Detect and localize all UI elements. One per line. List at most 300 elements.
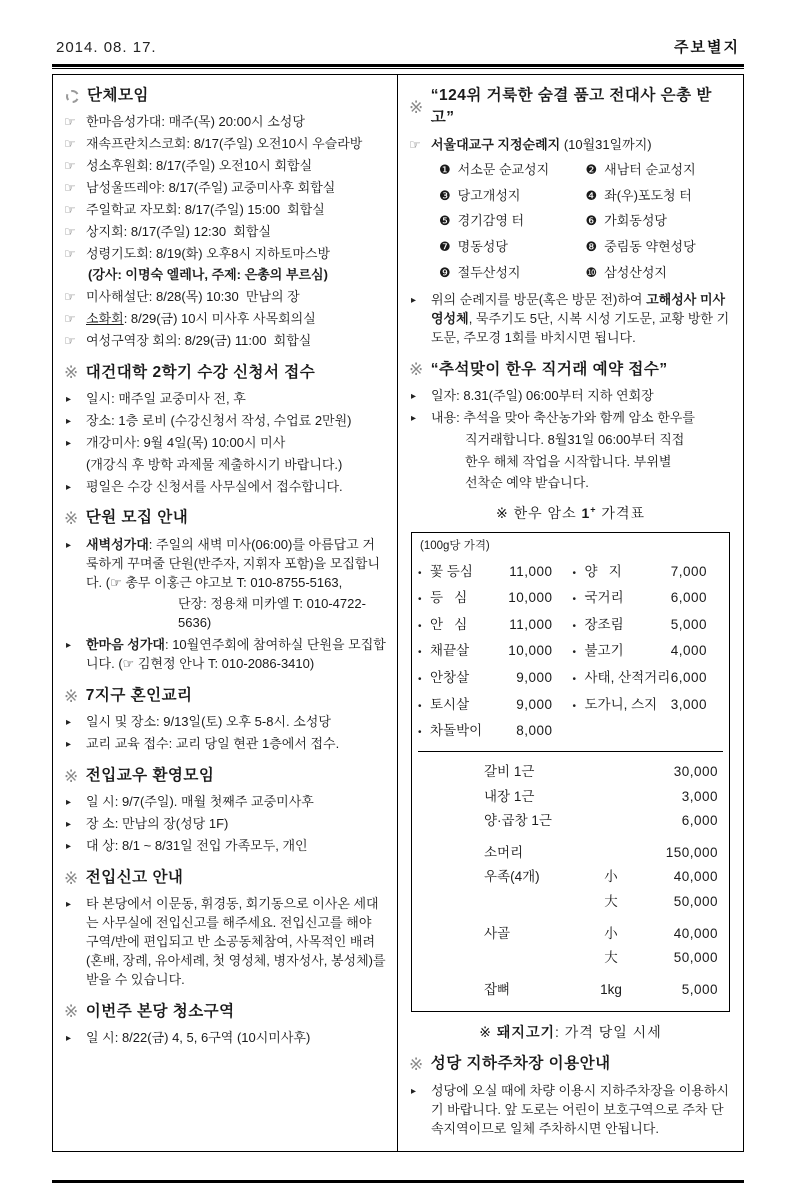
pilgrimage-site [439, 212, 586, 231]
pointing-hand-icon: ☞ [64, 158, 76, 174]
list-item-text [86, 713, 386, 732]
list-item [64, 536, 386, 593]
list-item-text [431, 453, 732, 472]
site-name: 당고개성지 [457, 187, 521, 203]
price-row [484, 787, 723, 807]
section-heading [64, 685, 386, 707]
circled-number-icon: ❾ [439, 265, 451, 281]
triangle-bullet-icon: ▸ [66, 416, 72, 428]
text-segment: (10월31일까지) [560, 136, 652, 152]
text-segment: 가격표 [596, 505, 646, 522]
circled-number-icon: ❶ [439, 161, 451, 177]
list-item-text [431, 136, 732, 155]
item-price: 50,000 [673, 893, 718, 909]
item-name [484, 892, 590, 912]
list-item-text [86, 1029, 386, 1048]
text-segment: : 주일의 새벽 미사(06:00)를 아름답고 거룩하게 꾸며줄 단원(반주자, 지휘자 포함)을 모집합니다. (☞ 총무 이홍근 야고보 T: 010-8755-5163, [86, 536, 381, 590]
triangle-bullet-icon: ▸ [411, 412, 417, 424]
list-item-text [431, 431, 732, 450]
section-title [431, 85, 732, 130]
reference-mark-icon: ※ [64, 868, 79, 888]
item-price: 40,000 [673, 869, 718, 885]
site-name: 가회동성당 [604, 213, 667, 229]
price-row [418, 611, 569, 638]
list-item-text [86, 245, 386, 264]
list-item-text [86, 895, 390, 989]
text-segment: 교리 교육 접수: 교리 당일 현관 1층에서 접수. [86, 736, 340, 752]
list-item-text [86, 595, 386, 633]
text-segment: 돼지고기 [496, 1024, 556, 1041]
item-size [590, 811, 632, 831]
cuts-grid [418, 558, 723, 744]
list-item-text [86, 837, 386, 856]
site-name: 좌(우)포도청 터 [604, 187, 692, 203]
site-name: 서소문 순교성지 [457, 161, 550, 177]
section-heading [64, 85, 386, 107]
triangle-bullet-icon: ▸ [66, 739, 72, 751]
site-name: 경기감영 터 [457, 213, 525, 229]
pilgrimage-site [439, 238, 586, 257]
item-price: 30,000 [673, 764, 718, 780]
bulk-group [418, 980, 723, 1000]
text-segment: 선착순 예약 받습니다. [465, 475, 589, 491]
item-price: 50,000 [673, 950, 718, 966]
text-segment: “124위 거룩한 숨결 품고 전대사 은총 받고” [430, 87, 712, 127]
text-segment: 이번주 본당 청소구역 [85, 1002, 235, 1020]
text-segment: 장 소: 만남의 장(성당 1F) [86, 816, 229, 832]
item-size: 大 [604, 950, 618, 966]
item-price: 6,000 [670, 669, 707, 685]
section-title [87, 85, 149, 107]
text-segment: 성령기도회: 8/19(화) 오후8시 지하토마스방 [86, 245, 331, 261]
item-price: 40,000 [673, 925, 718, 941]
item-price: 6,000 [681, 813, 718, 829]
list-item-text [86, 288, 386, 307]
reference-mark-icon: ※ [64, 363, 79, 383]
list-item-text [431, 409, 732, 428]
item-price: 9,000 [516, 669, 553, 685]
item-size: 小 [604, 869, 618, 885]
triangle-bullet-icon: ▸ [66, 717, 72, 729]
right-column [398, 75, 743, 1151]
price-row [573, 611, 724, 638]
site-name: 새남터 순교성지 [604, 161, 696, 177]
list-item-text [86, 310, 386, 329]
text-segment: 성당 지하주차장 이용안내 [430, 1055, 611, 1073]
section-heading [64, 507, 386, 529]
list-item-text [86, 478, 386, 497]
text-segment: 한우 해체 작업을 시작합니다. 부위별 [465, 453, 672, 469]
item-name: 양 지 [584, 563, 622, 579]
bulk-group [418, 843, 723, 912]
item-price: 11,000 [509, 616, 553, 632]
list-item-text [86, 113, 386, 132]
bulk-section [418, 751, 723, 999]
item-price: 5,000 [670, 616, 707, 632]
dot-bullet-icon: • [572, 620, 577, 632]
circled-number-icon: ❼ [439, 239, 451, 255]
price-row [484, 867, 723, 887]
pointing-hand-icon: ☞ [64, 332, 76, 348]
text-segment: 전입교우 환영모임 [85, 766, 215, 784]
list-item-continuation [409, 474, 732, 493]
text-segment: 성당에 오실 때에 차량 이용시 지하주차장을 이용하시기 바랍니다. 앞 도로는 어린이 보호구역으로 주차 단속지역이므로 일체 주차하시면 안됩니다. [431, 1082, 729, 1136]
circled-number-icon: ❻ [585, 213, 598, 229]
text-segment: 일시 및 장소: 9/13일(토) 오후 5-8시. 소성당 [86, 714, 331, 730]
list-item-continuation [409, 453, 732, 472]
site-name: 명동성당 [457, 239, 508, 255]
triangle-bullet-icon: ▸ [66, 1033, 72, 1045]
item-price: 10,000 [508, 643, 553, 659]
list-item-text [86, 179, 386, 198]
text-segment: ※ [479, 1024, 497, 1041]
text-segment: 1 [581, 505, 591, 522]
price-row [484, 892, 723, 912]
price-row [418, 718, 569, 745]
beef-price-table [411, 532, 730, 1013]
page-title: 주보별지 [674, 39, 740, 56]
list-item [64, 157, 386, 176]
item-name: 안 심 [430, 616, 468, 632]
item-name: 토시살 [430, 696, 470, 712]
list-item-continuation [64, 595, 386, 633]
section-heading [409, 85, 732, 130]
pointing-hand-icon: ☞ [64, 180, 76, 195]
item-price: 7,000 [670, 563, 707, 579]
list-item-text [86, 536, 386, 593]
text-segment: 소화회 [86, 311, 124, 327]
list-item [64, 1029, 386, 1048]
reference-mark-icon: ※ [64, 1002, 79, 1022]
circled-number-icon: ❺ [439, 213, 451, 229]
item-name: 잡뼈 [484, 981, 511, 997]
list-item [64, 223, 386, 242]
item-name: 국거리 [584, 590, 624, 606]
pilgrimage-site [586, 161, 733, 180]
list-item [64, 735, 386, 754]
dot-bullet-icon: • [418, 673, 422, 685]
text-segment: 서울대교구 지정순례지 [431, 136, 561, 152]
price-row [484, 948, 723, 968]
text-segment: 남성울뜨레야: 8/17(주일) 교중미사후 회합실 [86, 180, 336, 195]
list-item [64, 245, 386, 264]
section-heading [64, 1001, 386, 1023]
text-segment: 여성구역장 회의: 8/29(금) 11:00 회합실 [86, 332, 312, 348]
list-item [64, 636, 386, 674]
item-name: 양·곱창 1근 [484, 813, 552, 829]
text-segment: (강사: 이명숙 엘레나, 주제: 은총의 부르심) [88, 267, 328, 283]
item-price: 9,000 [516, 696, 553, 712]
text-segment: 내용: 추석을 맞아 축산농가와 함께 암소 한우를 [431, 409, 695, 425]
list-item-text [431, 1082, 732, 1139]
item-price: 3,000 [681, 788, 718, 804]
list-item-text [86, 135, 386, 154]
text-segment: 성소후원회: 8/17(주일) 오전10시 회합실 [86, 158, 313, 174]
dot-bullet-icon: • [572, 673, 577, 685]
price-row [573, 664, 724, 691]
section-title [86, 867, 184, 889]
text-segment: 한마음성가대: 매주(목) 20:00시 소성당 [86, 114, 305, 130]
list-item [409, 387, 732, 406]
item-price: 4,000 [670, 643, 707, 659]
dotted-circle-icon [66, 90, 79, 103]
pointing-hand-icon: ☞ [64, 311, 76, 327]
pilgrimage-site [586, 212, 733, 231]
text-segment: 타 본당에서 이문동, 휘경동, 회기동으로 이사온 세대는 사무실에 전입신고를 해주세요. 전입신고를 해야 구역/반에 편입되고 반 소공동체참여, 사목적인 배려(혼배, 장례, 유아세례, 첫 영성체, 병자성사, 봉성체)를 받을 수 있습니다. [86, 896, 390, 987]
dot-bullet-icon: • [418, 647, 422, 659]
triangle-bullet-icon: ▸ [66, 797, 72, 809]
item-name: 안창살 [430, 669, 470, 685]
text-segment: : 가격 당일 시세 [555, 1024, 662, 1041]
triangle-bullet-icon: ▸ [66, 640, 72, 652]
pointing-hand-icon: ☞ [64, 136, 76, 152]
section-heading [64, 362, 386, 384]
item-name: 등 심 [430, 590, 468, 606]
pointing-hand-icon: ☞ [64, 245, 76, 261]
list-item [409, 409, 732, 428]
dot-bullet-icon: • [418, 700, 422, 712]
item-name: 장조림 [584, 616, 624, 632]
text-segment: 전입신고 안내 [85, 868, 184, 886]
text-segment: 일 시: 8/22(금) 4, 5, 6구역 (10시미사후) [86, 1030, 311, 1046]
section-title [86, 685, 193, 707]
item-name: 불고기 [584, 643, 624, 659]
reference-mark-icon: ※ [64, 509, 79, 529]
triangle-bullet-icon: ▸ [66, 481, 72, 493]
price-row [418, 691, 569, 718]
text-segment: 7지구 혼인교리 [85, 686, 193, 704]
item-name: 꽃 등심 [430, 563, 473, 579]
list-item [64, 793, 386, 812]
list-item [64, 434, 386, 453]
circled-number-icon: ❿ [585, 265, 598, 281]
list-item-continuation [409, 431, 732, 450]
list-item [64, 179, 386, 198]
item-name: 채끝살 [430, 643, 470, 659]
price-row [484, 762, 723, 782]
item-size [590, 843, 632, 863]
item-price: 5,000 [681, 981, 718, 997]
text-segment: 대 상: 8/1 ~ 8/31일 전입 가족모두, 개인 [86, 838, 308, 854]
item-price: 3,000 [670, 696, 707, 712]
list-item [64, 135, 386, 154]
text-segment: “추석맞이 한우 직거래 예약 접수” [430, 360, 668, 378]
reference-mark-icon: ※ [64, 686, 79, 706]
dot-bullet-icon: • [418, 727, 422, 739]
pilgrimage-site [439, 264, 586, 283]
site-name: 중림동 약현성당 [604, 239, 696, 255]
list-item-text [431, 387, 732, 406]
dot-bullet-icon: • [572, 594, 577, 606]
list-item [64, 390, 386, 409]
list-item-continuation [64, 266, 386, 285]
text-segment: 위의 순례지를 방문(혹은 방문 전)하여 [431, 292, 647, 307]
triangle-bullet-icon: ▸ [66, 539, 72, 551]
item-name [484, 948, 590, 968]
pilgrimage-site [439, 187, 586, 206]
dot-bullet-icon: • [418, 620, 422, 632]
item-name: 소머리 [484, 844, 524, 860]
triangle-bullet-icon: ▸ [411, 1085, 417, 1097]
price-row [418, 585, 569, 612]
list-item-text [86, 815, 386, 834]
bulletin-date: 2014. 08. 17. [56, 39, 157, 56]
list-item [64, 815, 386, 834]
text-segment: 직거래합니다. 8월31일 06:00부터 직접 [465, 431, 685, 447]
item-size: 大 [604, 893, 618, 909]
pointing-hand-icon: ☞ [64, 289, 76, 305]
text-segment: , 묵주기도 5단, 시복 시성 기도문, 교황 방한 기도문, 주모경 1회를 바치시면 됩니다. [431, 310, 730, 345]
centered-note [409, 503, 732, 523]
list-item-text [86, 223, 386, 242]
price-row [573, 558, 724, 585]
list-item-text [86, 390, 386, 409]
list-item [409, 136, 732, 155]
text-segment: 고해성사 미사 영성체 [431, 292, 729, 326]
text-segment: 한마음 성가대 [86, 637, 165, 653]
item-size: 小 [604, 925, 618, 941]
list-item-text [86, 412, 386, 431]
list-item [64, 201, 386, 220]
section-heading [409, 1053, 732, 1075]
price-row [484, 811, 723, 831]
section-title [86, 507, 188, 529]
triangle-bullet-icon: ▸ [66, 819, 72, 831]
list-item [64, 310, 386, 329]
pilgrimage-site [439, 161, 586, 180]
dot-bullet-icon: • [572, 647, 577, 659]
price-row [573, 585, 724, 612]
text-segment: 대건대학 2학기 수강 신청서 접수 [85, 363, 316, 381]
list-item [409, 1082, 732, 1139]
text-segment: 새벽성가대 [86, 536, 149, 552]
section-title [86, 1001, 235, 1023]
pointing-hand-icon: ☞ [64, 114, 76, 130]
text-segment: 미사해설단: 8/28(목) 10:30 만남의 장 [86, 289, 300, 305]
site-name: 절두산성지 [457, 265, 521, 281]
pilgrimage-site [586, 238, 733, 257]
list-item-text [86, 636, 386, 674]
triangle-bullet-icon: ▸ [66, 394, 72, 406]
section-heading [409, 359, 732, 381]
item-size: 1kg [600, 981, 622, 997]
list-item-text [431, 474, 732, 493]
text-segment: ※ 한우 암소 [495, 505, 582, 522]
price-row [418, 664, 569, 691]
text-segment: 재속프란치스코회: 8/17(주일) 오전10시 우슬라방 [86, 136, 363, 152]
pointing-hand-icon: ☞ [64, 223, 76, 239]
price-row [484, 924, 723, 944]
list-item-text [431, 291, 732, 348]
header-divider [52, 64, 744, 69]
bulk-group [418, 924, 723, 968]
section-heading [64, 765, 386, 787]
dot-bullet-icon: • [572, 567, 577, 579]
list-item-text [86, 456, 386, 475]
circled-number-icon: ❽ [585, 239, 598, 255]
triangle-bullet-icon: ▸ [411, 391, 417, 402]
list-item [64, 412, 386, 431]
price-row [573, 638, 724, 665]
item-name: 우족(4개) [484, 869, 540, 885]
item-price: 8,000 [516, 723, 553, 739]
list-item-text [86, 793, 386, 812]
list-item-text [86, 735, 386, 754]
section-heading [64, 867, 386, 889]
text-segment: 단원 모집 안내 [85, 509, 189, 527]
list-item-text [86, 266, 386, 285]
triangle-bullet-icon: ▸ [66, 841, 72, 853]
list-item-continuation [64, 456, 386, 475]
price-row [573, 718, 724, 745]
list-item-text [86, 201, 386, 220]
item-price: 11,000 [509, 563, 553, 579]
item-name: 사골 [484, 925, 511, 941]
price-row [573, 691, 724, 718]
price-row [484, 980, 723, 1000]
text-segment: 일자: 8.31(주일) 06:00부터 지하 연회장 [431, 388, 654, 403]
item-size [590, 762, 632, 782]
item-price: 10,000 [508, 590, 553, 606]
section-title [431, 359, 668, 381]
item-name: 내장 1근 [484, 788, 535, 804]
circled-number-icon: ❹ [585, 187, 598, 203]
list-item [64, 837, 386, 856]
text-segment: 상지회: 8/17(주일) 12:30 회합실 [86, 223, 272, 239]
list-item [64, 895, 390, 989]
pilgrimage-site [586, 264, 733, 283]
reference-mark-icon: ※ [409, 1055, 424, 1075]
section-title [86, 765, 215, 787]
section-title [431, 1053, 611, 1075]
left-column [53, 75, 398, 1151]
item-name: 도가니, 스지 [584, 696, 658, 712]
reference-mark-icon: ※ [409, 360, 424, 380]
text-segment: : 10월연주회에 참여하실 단원을 모집합니다. (☞ 김현정 안나 T: 010-2086-3410) [86, 637, 386, 671]
dot-bullet-icon: • [418, 594, 422, 606]
list-item-text [86, 157, 386, 176]
triangle-bullet-icon: ▸ [66, 437, 72, 449]
site-name: 삼성산성지 [604, 265, 667, 281]
list-item [64, 713, 386, 732]
text-segment: 장소: 1층 로비 (수강신청서 작성, 수업료 2만원) [86, 413, 352, 429]
page-header [52, 36, 744, 57]
text-segment: 주일학교 자모회: 8/17(주일) 15:00 회합실 [86, 201, 325, 217]
section-title [86, 362, 316, 384]
item-size [590, 787, 632, 807]
pilgrimage-sites-grid [439, 161, 732, 283]
list-item-text [86, 434, 386, 453]
triangle-bullet-icon: ▸ [411, 295, 417, 306]
bulk-group [418, 762, 723, 831]
text-segment: 개강미사: 9월 4일(목) 10:00시 미사 [86, 434, 286, 450]
price-row [484, 843, 723, 863]
reference-mark-icon: ※ [409, 97, 424, 117]
pilgrimage-site [586, 187, 733, 206]
bulletin-body [52, 74, 744, 1152]
item-price: 150,000 [665, 844, 718, 860]
dot-bullet-icon: • [572, 700, 577, 712]
list-item [409, 291, 732, 348]
list-item [64, 113, 386, 132]
price-row [418, 558, 569, 585]
item-name: 차돌박이 [430, 723, 483, 739]
text-segment: 평일은 수강 신청서를 사무실에서 접수합니다. [86, 478, 343, 494]
text-segment: 일시: 매주일 교중미사 전, 후 [86, 391, 246, 407]
circled-number-icon: ❷ [585, 161, 598, 177]
item-name: 사태, 산적거리 [584, 669, 671, 685]
reference-mark-icon: ※ [64, 766, 79, 786]
